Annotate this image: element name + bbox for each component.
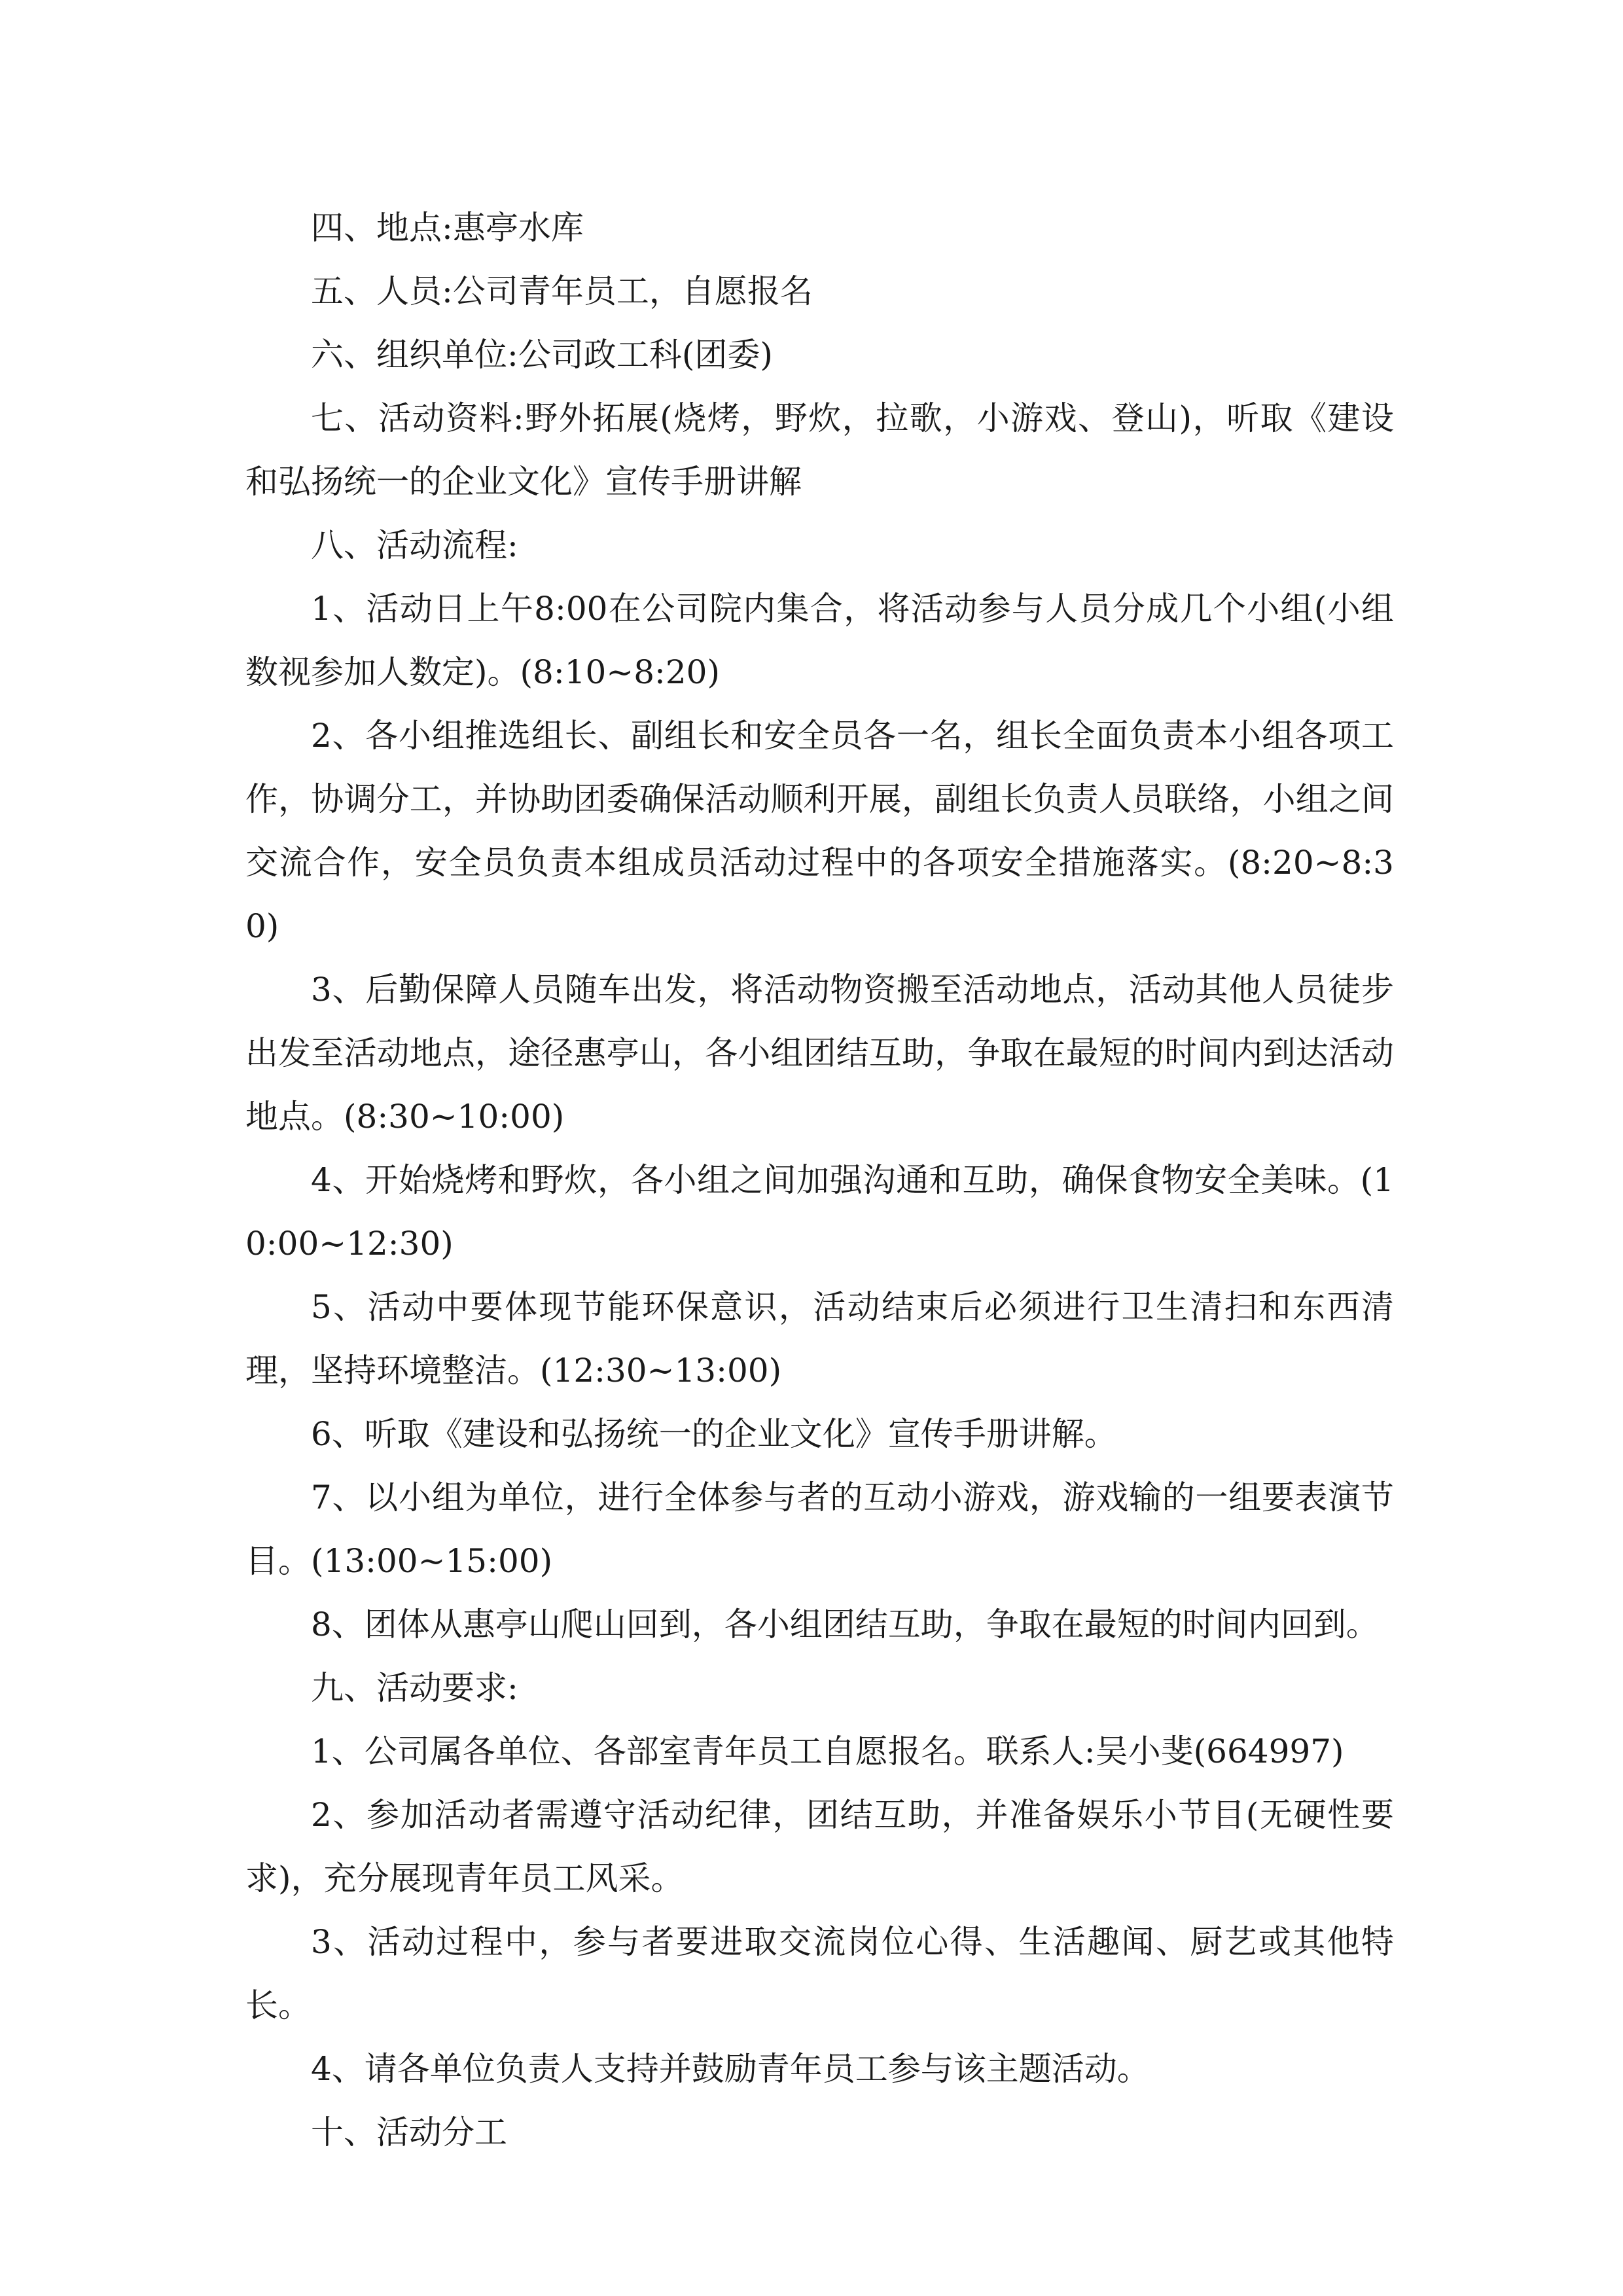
requirement-2: 2、参加活动者需遵守活动纪律，团结互助，并准备娱乐小节目(无硬性要求)，充分展现青年员工风采。 — [245, 1796, 1394, 1897]
requirement-1: 1、公司属各单位、各部室青年员工自愿报名。联系人:吴小斐(664997) — [311, 1732, 1344, 1770]
heading-division-of-work: 十、活动分工 — [311, 2113, 507, 2151]
heading-activity-requirements: 九、活动要求: — [311, 1669, 518, 1707]
paragraph-personnel: 五、人员:公司青年员工，自愿报名 — [311, 272, 813, 310]
process-step-5: 5、活动中要体现节能环保意识，活动结束后必须进行卫生清扫和东西清理，坚持环境整洁。(12:30~13:00) — [245, 1288, 1394, 1390]
heading-activity-process: 八、活动流程: — [311, 526, 518, 564]
process-step-2: 2、各小组推选组长、副组长和安全员各一名，组长全面负责本小组各项工作，协调分工，并协助团委确保活动顺利开展，副组长负责人员联络，小组之间交流合作，安全员负责本组成员活动过程中的各项安全措施落实。(8:20~8:30) — [245, 717, 1394, 945]
paragraph-organizer: 六、组织单位:公司政工科(团委) — [311, 336, 773, 374]
process-step-3: 3、后勤保障人员随车出发，将活动物资搬至活动地点，活动其他人员徒步出发至活动地点，途径惠亭山，各小组团结互助，争取在最短的时间内到达活动地点。(8:30~10:00) — [245, 971, 1394, 1136]
process-step-6: 6、听取《建设和弘扬统一的企业文化》宣传手册讲解。 — [311, 1415, 1117, 1453]
document-body — [245, 196, 1394, 2164]
paragraph-activity-content: 七、活动资料:野外拓展(烧烤，野炊，拉歌，小游戏、登山)，听取《建设和弘扬统一的企业文化》宣传手册讲解 — [245, 399, 1394, 501]
requirement-4: 4、请各单位负责人支持并鼓励青年员工参与该主题活动。 — [311, 2050, 1150, 2088]
process-step-4: 4、开始烧烤和野炊，各小组之间加强沟通和互助，确保食物安全美味。(10:00~12:30) — [245, 1161, 1394, 1263]
paragraph-location: 四、地点:惠亭水库 — [311, 209, 584, 247]
process-step-7: 7、以小组为单位，进行全体参与者的互动小游戏，游戏输的一组要表演节目。(13:00~15:00) — [245, 1479, 1394, 1580]
process-step-8: 8、团体从惠亭山爬山回到，各小组团结互助，争取在最短的时间内回到。 — [311, 1605, 1379, 1643]
process-step-1: 1、活动日上午8:00在公司院内集合，将活动参与人员分成几个小组(小组数视参加人数定)。(8:10~8:20) — [245, 590, 1394, 691]
requirement-3: 3、活动过程中，参与者要进取交流岗位心得、生活趣闻、厨艺或其他特长。 — [245, 1923, 1394, 2024]
